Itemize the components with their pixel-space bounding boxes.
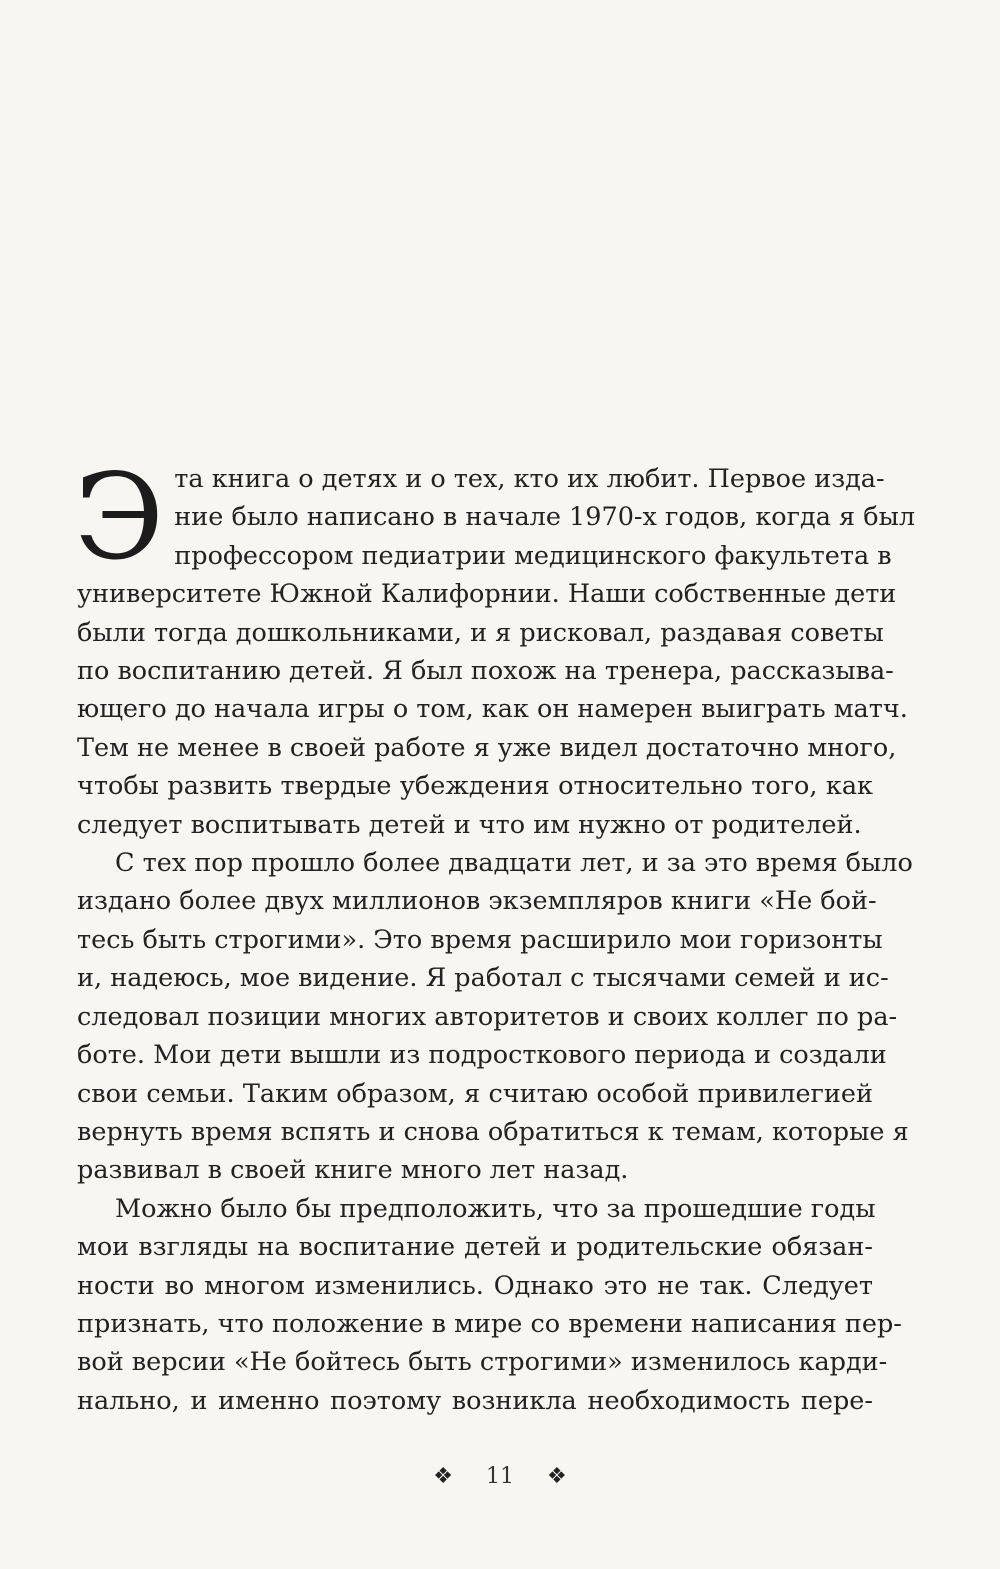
ornament-icon: ❖: [433, 1464, 453, 1489]
page-footer: [0, 1462, 1000, 1492]
text-line: вой версии «Не бойтесь быть строгими» изменилось карди-: [77, 1347, 888, 1378]
text-line: вернуть время вспять и снова обратиться к темам, которые я: [77, 1116, 909, 1147]
text-line: тесь быть строгими». Это время расширило мои горизонты: [77, 924, 883, 955]
text-line: Тем не менее в своей работе я уже видел достаточно много,: [77, 732, 897, 763]
text-line: издано более двух миллионов экземпляров книги «Не бой-: [77, 886, 877, 917]
text-line: развивал в своей книге много лет назад.: [77, 1155, 629, 1186]
text-line: следует воспитывать детей и что им нужно от родителей.: [77, 809, 862, 840]
text-line: свои семьи. Таким образом, я считаю особой привилегией: [77, 1078, 873, 1109]
paragraph-1: [74, 448, 916, 844]
text-line: С тех пор прошло более двадцати лет, и за это время было: [115, 848, 913, 879]
page-number: 11: [486, 1464, 514, 1489]
drop-cap: Э: [74, 448, 165, 586]
text-line: ющего до начала игры о том, как он намерен выиграть матч.: [77, 694, 908, 725]
text-line: признать, что положение в мире со времени написания пер-: [77, 1308, 902, 1339]
text-line: Можно было бы предположить, что за прошедшие годы: [115, 1193, 876, 1224]
body-text: [74, 448, 916, 1420]
text-line: университете Южной Калифорнии. Наши собственные дети: [77, 579, 897, 610]
text-line: та книга о детях и о тех, кто их любит. Первое изда-: [174, 464, 885, 494]
text-line: чтобы развить твердые убеждения относительно того, как: [77, 771, 873, 802]
text-line: были тогда дошкольниками, и я рисковал, раздавая советы: [77, 617, 884, 648]
paragraph-2: [77, 844, 913, 1190]
text-line: ние было написано в начале 1970-х годов, когда я был: [174, 502, 916, 533]
text-line: и, надеюсь, мое видение. Я работал с тысячами семей и ис-: [77, 963, 889, 994]
text-line: боте. Мои дети вышли из подросткового периода и создали: [77, 1040, 887, 1071]
ornament-icon: ❖: [547, 1464, 567, 1489]
paragraph-3: [77, 1190, 902, 1420]
text-line: следовал позиции многих авторитетов и своих коллег по ра-: [77, 1001, 898, 1032]
text-line: мои взгляды на воспитание детей и родительские обязан-: [77, 1232, 873, 1263]
text-line: по воспитанию детей. Я был похож на тренера, рассказыва-: [77, 656, 894, 687]
text-line: профессором педиатрии медицинского факультета в: [174, 540, 892, 571]
text-line: нально, и именно поэтому возникла необходимость пере-: [77, 1385, 873, 1416]
text-line: ности во многом изменились. Однако это не так. Следует: [77, 1270, 873, 1301]
